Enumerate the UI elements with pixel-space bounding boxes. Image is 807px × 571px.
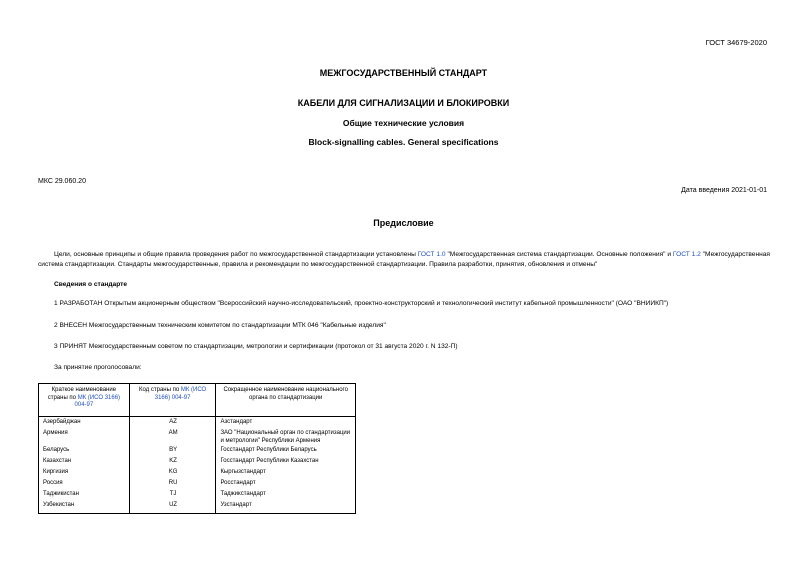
table-row (39, 501, 356, 514)
body-cell: Госстандарт Республики Беларусь (216, 446, 356, 457)
standard-info-heading: Сведения о стандарте (54, 281, 128, 288)
preface-text-b: "Межгосударственная система стандартизации. Основные положения" и (445, 251, 673, 258)
code-cell: BY (129, 446, 216, 457)
table-row (39, 490, 356, 501)
country-cell: Таджикистан (39, 490, 130, 501)
body-cell: Росстандарт (216, 479, 356, 490)
preface-text-a: Цели, основные принципы и общие правила проведения работ по межгосударственной стандартизации установлены (54, 251, 418, 258)
header-country-text: Краткое наименование страны по (47, 387, 117, 401)
body-cell: ЗАО "Национальный орган по стандартизации и метрологии" Республики Армения (216, 429, 356, 446)
country-cell: Армения (39, 429, 130, 446)
table-row (39, 457, 356, 468)
header-country-code (129, 384, 216, 417)
english-title: Block-signalling cables. General specifications (308, 137, 499, 147)
document-title: КАБЕЛИ ДЛЯ СИГНАЛИЗАЦИИ И БЛОКИРОВКИ (297, 98, 510, 108)
info-item-adopted: 3 ПРИНЯТ Межгосударственным советом по стандартизации, метрологии и сертификации (протокол от 31 августа 2020 г. N 132-П) (54, 343, 458, 350)
info-item-developed: 1 РАЗРАБОТАН Открытым акционерным обществом "Всероссийский научно-исследовательский, проектно-конструкторский и технологический институт кабельной промышленности" (ОАО "ВНИИКП") (54, 300, 669, 307)
voted-for-label: За принятие проголосовали: (54, 364, 142, 371)
table-row (39, 417, 356, 430)
table-header-row (39, 384, 356, 417)
country-cell: Киргизия (39, 468, 130, 479)
header-country-name (39, 384, 130, 417)
voting-countries-table (38, 383, 356, 514)
code-cell: KG (129, 468, 216, 479)
document-code: ГОСТ 34679-2020 (705, 38, 767, 47)
country-cell: Россия (39, 479, 130, 490)
code-cell: RU (129, 479, 216, 490)
country-cell: Узбекистан (39, 501, 130, 514)
body-cell: Азстандарт (216, 417, 356, 430)
mk-iso-link[interactable]: МК (ИСО 3166) 004-97 (74, 394, 121, 408)
code-cell: TJ (129, 490, 216, 501)
preface-heading: Предисловие (373, 218, 434, 228)
code-cell: AZ (129, 417, 216, 430)
mk-iso-code-link[interactable]: МК (ИСО 3166) 004-97 (154, 387, 207, 401)
code-cell: KZ (129, 457, 216, 468)
table-row (39, 446, 356, 457)
table-row (39, 479, 356, 490)
code-cell: UZ (129, 501, 216, 514)
body-cell: Узстандарт (216, 501, 356, 514)
country-cell: Азербайджан (39, 417, 130, 430)
body-cell: Таджикстандарт (216, 490, 356, 501)
document-subtitle: Общие технические условия (342, 118, 465, 128)
header-standards-body: Сокращенное наименование национального органа по стандартизации (216, 384, 356, 417)
preface-text-c: "Межгосударственная система стандартизации. Стандарты межгосударственные, правила и рекомендации по межгосударственной стандартизации. Правила разработки, принятия, обновления и отмены" (38, 251, 770, 268)
mks-code: МКС 29.060.20 (38, 178, 86, 185)
header-code-text: Код страны по (139, 387, 181, 393)
code-cell: AM (129, 429, 216, 446)
country-cell: Беларусь (39, 446, 130, 457)
info-item-introduced: 2 ВНЕСЕН Межгосударственным техническим комитетом по стандартизации МТК 046 "Кабельные изделия" (54, 322, 386, 329)
gost-1-2-link[interactable]: ГОСТ 1.2 (672, 251, 701, 258)
country-cell: Казахстан (39, 457, 130, 468)
gost-1-0-link[interactable]: ГОСТ 1.0 (417, 251, 446, 258)
preface-paragraph (38, 250, 770, 270)
table-row (39, 429, 356, 446)
standard-type-title: МЕЖГОСУДАРСТВЕННЫЙ СТАНДАРТ (319, 68, 488, 78)
intro-date: Дата введения 2021-01-01 (681, 187, 767, 194)
body-cell: Кыргызстандарт (216, 468, 356, 479)
body-cell: Госстандарт Республики Казахстан (216, 457, 356, 468)
table-row (39, 468, 356, 479)
